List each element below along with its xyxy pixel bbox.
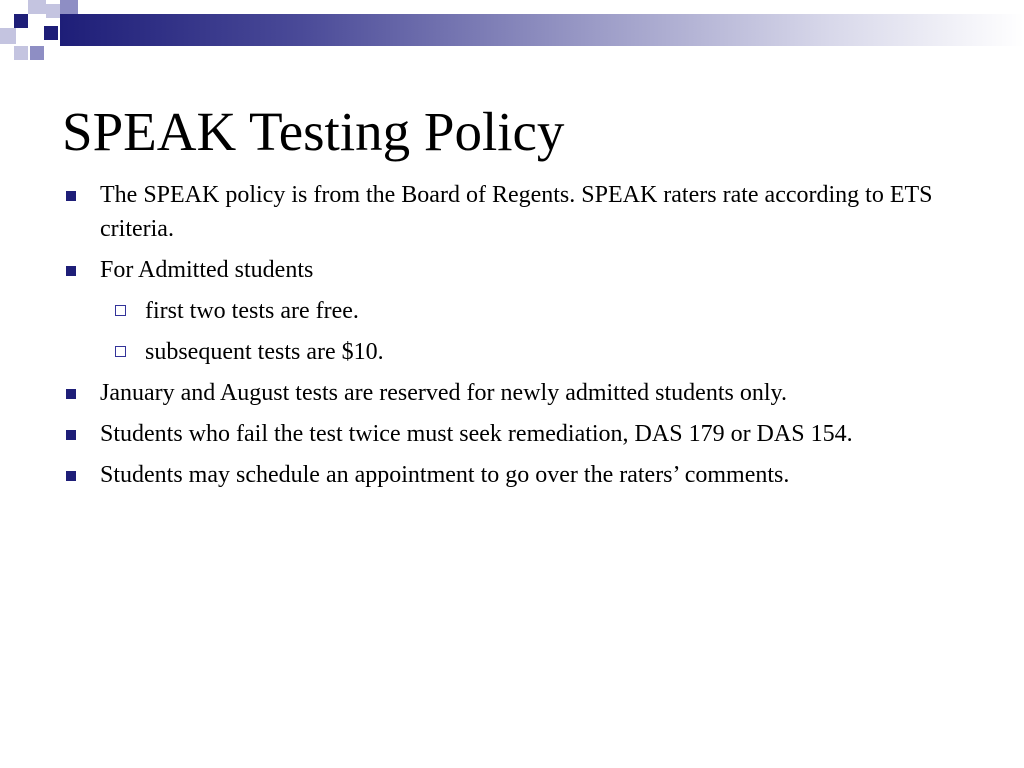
sub-bullet-text: first two tests are free. [145, 298, 359, 324]
decor-square [0, 28, 16, 44]
sub-bullet-text: subsequent tests are $10. [145, 339, 384, 365]
bullet-text: Students who fail the test twice must seek remediation, DAS 179 or DAS 154. [100, 421, 853, 447]
decor-square [14, 46, 28, 60]
bullet-item [62, 417, 962, 451]
bullet-text: For Admitted students [100, 257, 314, 283]
decor-square [30, 46, 44, 60]
square-bullet-icon [66, 430, 76, 440]
bullet-item [62, 178, 962, 246]
sub-bullet-item [62, 335, 962, 369]
bullet-text: January and August tests are reserved for newly admitted students only. [100, 380, 787, 406]
header-gradient-bar [60, 14, 1024, 46]
decor-square [28, 0, 46, 14]
decor-square [44, 26, 58, 40]
bullet-text: Students may schedule an appointment to go over the raters’ comments. [100, 462, 790, 488]
hollow-square-bullet-icon [115, 346, 126, 357]
bullet-list [62, 178, 962, 499]
square-bullet-icon [66, 389, 76, 399]
slide-title: SPEAK Testing Policy [62, 101, 565, 162]
bullet-text: The SPEAK policy is from the Board of Regents. SPEAK raters rate according to ETS criteria. [100, 182, 933, 242]
decor-square [14, 14, 28, 28]
square-bullet-icon [66, 191, 76, 201]
bullet-item [62, 458, 962, 492]
bullet-item [62, 253, 962, 287]
square-bullet-icon [66, 266, 76, 276]
sub-bullet-item [62, 294, 962, 328]
bullet-item [62, 376, 962, 410]
square-bullet-icon [66, 471, 76, 481]
decor-square [46, 4, 60, 18]
decor-square [60, 0, 78, 14]
hollow-square-bullet-icon [115, 305, 126, 316]
